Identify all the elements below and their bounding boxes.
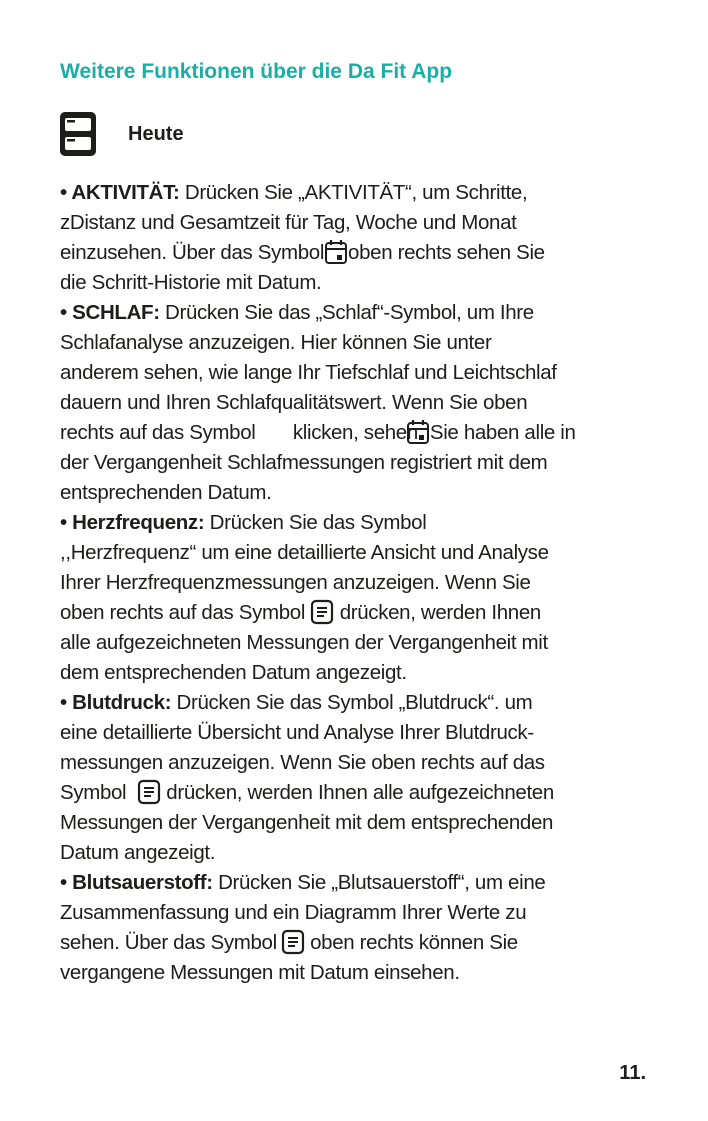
text-segment: Drücken Sie „AKTIVITÄT“, um Schritte, — [179, 181, 528, 204]
text-line — [60, 418, 670, 448]
text-line — [60, 238, 670, 268]
text-segment: sehen. Über das Symbol — [60, 931, 277, 954]
bullet-sleep: • SCHLAF: — [60, 301, 160, 324]
text-line: anderem sehen, wie lange Ihr Tiefschlaf und Leichtschlaf — [60, 361, 557, 384]
text-line: Ihrer Herzfrequenzmessungen anzuzeigen. Wenn Sie — [60, 571, 531, 594]
bullet-activity: • AKTIVITÄT: — [60, 181, 180, 204]
text-segment: drücken, werden Ihnen — [334, 601, 541, 624]
text-line — [60, 928, 670, 958]
text-line: Zusammenfassung und ein Diagramm Ihrer Werte zu — [60, 901, 527, 924]
text-line: vergangene Messungen mit Datum einsehen. — [60, 961, 460, 984]
text-line — [60, 298, 670, 328]
text-line — [60, 868, 670, 898]
page-heading: Weitere Funktionen über die Da Fit App — [60, 60, 453, 83]
text-line: entsprechenden Datum. — [60, 481, 272, 504]
section-header — [58, 110, 184, 158]
body-text — [60, 178, 670, 988]
text-line: Schlafanalyse anzuzeigen. Hier können Sie unter — [60, 331, 492, 354]
text-line: dem entsprechenden Datum angezeigt. — [60, 661, 407, 684]
text-line — [60, 598, 670, 628]
text-segment: Symbol — [60, 781, 137, 804]
list-icon — [137, 779, 161, 805]
text-line: die Schritt-Historie mit Datum. — [60, 271, 322, 294]
text-segment: oben rechts sehen Sie — [348, 241, 545, 264]
text-segment: Drücken Sie „Blutsauerstoff“, um eine — [212, 871, 546, 894]
list-icon — [281, 929, 305, 955]
text-line: eine detaillierte Übersicht und Analyse Ihrer Blutdruck- — [60, 721, 534, 744]
page-number: 11. — [619, 1062, 646, 1084]
text-line: zDistanz und Gesamtzeit für Tag, Woche und Monat — [60, 211, 517, 234]
text-line: der Vergangenheit Schlafmessungen registriert mit dem — [60, 451, 548, 474]
text-line — [60, 178, 670, 208]
text-segment: einzusehen. Über das Symbol — [60, 241, 325, 264]
text-line: Messungen der Vergangenheit mit dem entsprechenden — [60, 811, 554, 834]
text-segment: oben rechts auf das Symbol — [60, 601, 311, 624]
text-line: alle aufgezeichneten Messungen der Vergangenheit mit — [60, 631, 548, 654]
text-line — [60, 688, 670, 718]
text-line — [60, 778, 670, 808]
text-segment: oben rechts können Sie — [304, 931, 518, 954]
bullet-blood-pressure: • Blutdruck: — [60, 691, 172, 714]
text-segment: Sie haben alle in — [429, 421, 576, 444]
text-segment: rechts auf das Symbol klicken, sehen — [60, 421, 418, 444]
text-segment: Drücken Sie das Symbol „Blutdruck“. um — [171, 691, 533, 714]
text-line: messungen anzuzeigen. Wenn Sie oben rechts auf das — [60, 751, 545, 774]
text-line: Datum angezeigt. — [60, 841, 216, 864]
bullet-blood-oxygen: • Blutsauerstoff: — [60, 871, 213, 894]
text-segment: Drücken Sie das „Schlaf“-Symbol, um Ihre — [159, 301, 534, 324]
list-icon — [310, 599, 334, 625]
calendar-icon — [406, 419, 430, 445]
today-widget-icon — [58, 110, 98, 158]
text-segment: Drücken Sie das Symbol — [204, 511, 427, 534]
text-line: dauern und Ihren Schlafqualitätswert. Wenn Sie oben — [60, 391, 528, 414]
bullet-heart-rate: • Herzfrequenz: — [60, 511, 205, 534]
text-segment: drücken, werden Ihnen alle aufgezeichneten — [160, 781, 554, 804]
text-line — [60, 508, 670, 538]
calendar-icon — [324, 239, 348, 265]
text-line: ,,Herzfrequenz“ um eine detaillierte Ansicht und Analyse — [60, 541, 549, 564]
section-title: Heute — [128, 122, 184, 145]
